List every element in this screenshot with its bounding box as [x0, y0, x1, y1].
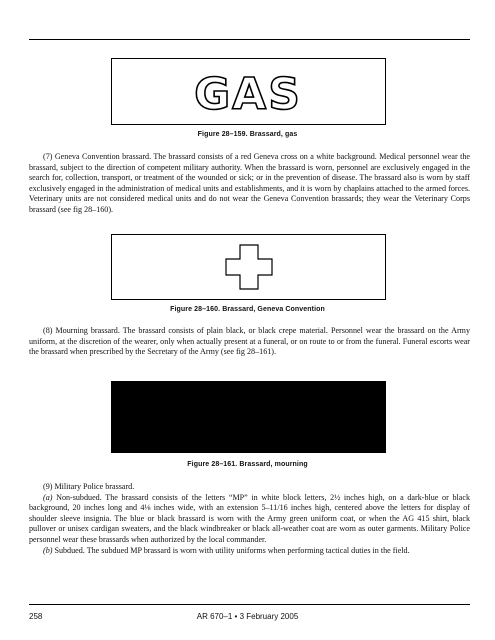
paragraph-9a-text: Non-subdued. The brassard consists of the letters “MP” in white block letters, 2½ inches high, on a dark-blue or black background, 20 inches long and 4⅛ inches wide, with an extension 5–11/16 inches high, centered above the letters for display of shoulder sleeve insignia. The blue or black brassard is worn with the Army green uniform coat, or when the AG 415 shirt, black pullover or unisex cardigan sweaters, and the black windbreaker or black all-weather coat are worn as outer garments. Military Police personnel wear these brassards when authorized by the local commander.: [29, 492, 470, 544]
paragraph-9-title: (9) Military Police brassard.: [43, 482, 135, 491]
figure-gas-brassard: [111, 58, 386, 125]
figure-caption-geneva: Figure 28–160. Brassard, Geneva Convention: [170, 306, 325, 313]
gas-text: GAS: [194, 69, 302, 120]
paragraph-9b-text: Subdued. The subdued MP brassard is worn with utility uniforms when performing tactical duties in the field.: [52, 545, 410, 555]
paragraph-9a-label: (a): [43, 492, 53, 502]
paragraph-8-text: (8) Mourning brassard. The brassard consists of plain black, or black crepe material. Personnel wear the brassard on the Army uniform, at the discretion of the wearer, only when actually present at a funeral, or on route to or from the funeral. Funeral escorts wear the brassard when prescribed by the Secretary of the Army (see fig 28–161).: [29, 326, 470, 357]
figure-mourning-brassard: [111, 381, 386, 453]
gas-lettering: [112, 59, 385, 124]
regulation-footer: AR 670–1 • 3 February 2005: [196, 612, 299, 621]
top-rule: [29, 39, 470, 40]
figure-caption-gas: Figure 28–159. Brassard, gas: [197, 131, 298, 138]
paragraph-9b: [29, 546, 470, 557]
figure-caption-mourning: Figure 28–161. Brassard, mourning: [187, 461, 308, 468]
footer-rule: [29, 604, 470, 605]
paragraph-military-police: [29, 482, 470, 556]
paragraph-mourning: [29, 326, 470, 358]
paragraph-9a: [29, 493, 470, 546]
paragraph-9b-label: (b): [43, 545, 53, 555]
figure-geneva-brassard: [111, 234, 386, 300]
page-number: 258: [29, 612, 43, 621]
paragraph-7-text: (7) Geneva Convention brassard. The brassard consists of a red Geneva cross on a white background. Medical personnel wear the brassard, subject to the direction of competent military authority. When the brassard is worn, personnel are exclusively engaged in the search for, collection, transport, or treatment of the wounded or sick; or in the prevention of disease. The brassard also is worn by staff exclusively engaged in the administration of medical units and establishments, and it is worn by chaplains attached to the armed forces. Veterinary units are not considered medical units and do not wear the Geneva Convention brassards; they wear the Veterinary Corps brassard (see fig 28–160).: [29, 152, 470, 214]
paragraph-geneva-convention: [29, 152, 470, 216]
geneva-cross-icon: [112, 235, 385, 299]
